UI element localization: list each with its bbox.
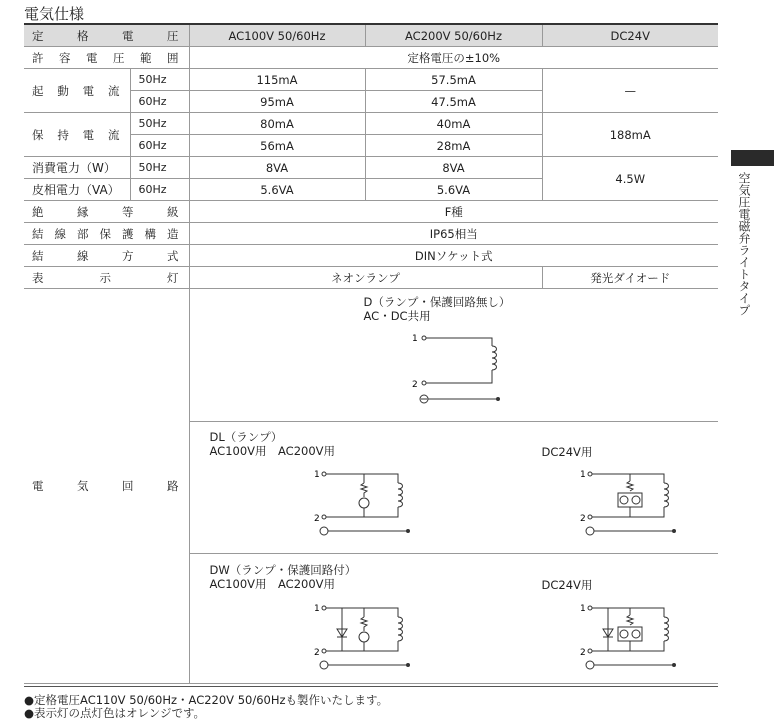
power-label-va: 皮相電力（VA） <box>24 179 130 201</box>
insulation-row <box>24 201 718 223</box>
circuit-dl-title <box>210 430 336 458</box>
holding-dc24: 188mA <box>542 113 718 157</box>
dl-ac-wire-top <box>326 474 398 483</box>
dl-dc-diode-icon <box>632 496 640 504</box>
holding-current-label: 保 持 電 流 <box>24 113 130 157</box>
circuit-dw-ac-diagram <box>312 601 422 673</box>
indicator-row <box>24 267 718 289</box>
starting-hz60: 60Hz <box>130 91 189 113</box>
note-lamp-color: ●表示灯の点灯色はオレンジです。 <box>24 706 206 720</box>
dl-ac-terminal-2: 2 <box>313 514 320 524</box>
dw-ac-resistor-icon <box>361 617 367 631</box>
dw-dc-ground-dot <box>672 663 676 667</box>
circuit-divider-1 <box>190 421 718 422</box>
protection-value: IP65相当 <box>189 223 718 245</box>
circuit-d-title <box>364 295 511 323</box>
dw-dc-diode-icon <box>632 630 640 638</box>
indicator-dc: 発光ダイオード <box>542 267 718 289</box>
header-dc24: DC24V <box>542 25 718 47</box>
dw-dc-wire-bottom <box>592 641 664 651</box>
dw-dc-wire-top <box>592 608 664 617</box>
d-terminal-1-node <box>422 336 426 340</box>
circuit-dl-dc-title: DC24V用 <box>541 445 593 459</box>
header-ac100: AC100V 50/60Hz <box>189 25 365 47</box>
indicator-ac: ネオンランプ <box>189 267 542 289</box>
dw-ac-wire-top <box>326 608 398 617</box>
dl-dc-coil-icon <box>664 483 669 507</box>
dw-dc-led-icon <box>620 630 628 638</box>
dw-ac-terminal-2: 2 <box>313 648 320 658</box>
circuit-dw-title-line2: AC100V用 AC200V用 <box>209 577 336 591</box>
indicator-label: 表 示 灯 <box>24 267 189 289</box>
dw-ac-ground-icon <box>320 661 328 669</box>
circuit-label: 電 気 回 路 <box>24 289 189 684</box>
insulation-value: F種 <box>189 201 718 223</box>
dw-ac-node-1 <box>322 606 326 610</box>
voltage-range-label: 許 容 電 圧 範 囲 <box>24 47 189 69</box>
circuit-row <box>24 289 718 684</box>
dl-ac-node-1 <box>322 472 326 476</box>
d-terminal-2-node <box>422 381 426 385</box>
power-label-w: 消費電力（W） <box>24 157 130 179</box>
circuit-dw-dc-title: DC24V用 <box>541 578 593 592</box>
insulation-label: 絶 縁 等 級 <box>24 201 189 223</box>
starting-ac100-50: 115mA <box>189 69 365 91</box>
dw-dc-led-box <box>618 627 642 641</box>
starting-dc24: — <box>542 69 718 113</box>
d-terminal-2: 2 <box>411 380 418 390</box>
holding-ac100-60: 56mA <box>189 135 365 157</box>
circuit-diagrams <box>189 289 718 684</box>
dw-ac-coil-icon <box>398 617 403 641</box>
header-row <box>24 25 718 47</box>
dw-dc-resistor-icon <box>627 615 633 625</box>
dw-dc-node-2 <box>588 649 592 653</box>
dl-dc-ground-dot <box>672 529 676 533</box>
table-bottom-rule <box>24 686 718 687</box>
power-hz60: 60Hz <box>130 179 189 201</box>
voltage-range-row <box>24 47 718 69</box>
voltage-range-value: 定格電圧の±10% <box>189 47 718 69</box>
power-ac200-60: 5.6VA <box>365 179 542 201</box>
circuit-dw-title-line1: DW（ランプ・保護回路付） <box>209 563 357 577</box>
holding-ac200-50: 40mA <box>365 113 542 135</box>
dw-dc-terminal-2: 2 <box>579 648 586 658</box>
side-section-label: 空気圧電磁弁ライトタイプ <box>737 172 751 316</box>
power-dc24: 4.5W <box>542 157 718 201</box>
spec-table <box>24 25 718 684</box>
dl-ac-ground-icon <box>320 527 328 535</box>
holding-ac100-50: 80mA <box>189 113 365 135</box>
dl-ac-resistor-icon <box>361 483 367 497</box>
header-rating-cell <box>24 25 189 47</box>
page-title: 電気仕様 <box>24 5 85 23</box>
side-tab-marker <box>731 150 774 166</box>
holding-hz60: 60Hz <box>130 135 189 157</box>
starting-hz50: 50Hz <box>130 69 189 91</box>
dw-ac-node-2 <box>322 649 326 653</box>
dw-dc-coil-icon <box>664 617 669 641</box>
d-wire-top <box>426 338 492 346</box>
dl-dc-wire-top <box>592 474 664 483</box>
dl-dc-node-1 <box>588 472 592 476</box>
starting-current-label: 起 動 電 流 <box>24 69 130 113</box>
dw-dc-node-1 <box>588 606 592 610</box>
circuit-dl-ac-diagram <box>312 467 422 539</box>
protection-label: 結 線 部 保 護 構 造 <box>24 223 189 245</box>
power-hz50: 50Hz <box>130 157 189 179</box>
header-rating-label: 定 格 電 圧 <box>32 28 179 43</box>
dl-ac-coil-icon <box>398 483 403 507</box>
dl-dc-led-icon <box>620 496 628 504</box>
dl-dc-node-2 <box>588 515 592 519</box>
circuit-dl-dc-diagram <box>578 467 688 539</box>
power-ac100-50: 8VA <box>189 157 365 179</box>
wiring-label: 結 線 方 式 <box>24 245 189 267</box>
dl-ac-neon-lamp-icon <box>359 498 369 508</box>
header-ac200: AC200V 50/60Hz <box>365 25 542 47</box>
starting-ac100-60: 95mA <box>189 91 365 113</box>
dl-ac-wire-bottom <box>326 507 398 517</box>
circuit-dw-dc-diagram <box>578 601 688 673</box>
d-ground-dot <box>496 397 500 401</box>
dl-ac-node-2 <box>322 515 326 519</box>
dl-dc-led-box <box>618 493 642 507</box>
dl-dc-wire-bottom <box>592 507 664 517</box>
circuit-dw-title <box>210 563 357 591</box>
power-ac100-60: 5.6VA <box>189 179 365 201</box>
dw-dc-ground-icon <box>586 661 594 669</box>
note-voltage: ●定格電圧AC110V 50/60Hz・AC220V 50/60Hzも製作いたします。 <box>24 693 389 707</box>
dl-dc-ground-icon <box>586 527 594 535</box>
circuit-d-title-line2: AC・DC共用 <box>363 309 431 323</box>
dw-ac-neon-lamp-icon <box>359 632 369 642</box>
wiring-value: DINソケット式 <box>189 245 718 267</box>
starting-ac200-60: 47.5mA <box>365 91 542 113</box>
dl-ac-terminal-1: 1 <box>313 470 320 480</box>
circuit-divider-2 <box>190 553 718 554</box>
dw-ac-ground-dot <box>406 663 410 667</box>
protection-row <box>24 223 718 245</box>
d-wire-bottom <box>426 370 492 383</box>
dl-dc-resistor-icon <box>627 481 633 491</box>
wiring-row <box>24 245 718 267</box>
dl-dc-terminal-2: 2 <box>579 514 586 524</box>
holding-ac200-60: 28mA <box>365 135 542 157</box>
dl-ac-ground-dot <box>406 529 410 533</box>
starting-current-row-50 <box>24 69 718 91</box>
holding-hz50: 50Hz <box>130 113 189 135</box>
dl-dc-terminal-1: 1 <box>579 470 586 480</box>
circuit-dl-title-line2: AC100V用 AC200V用 <box>209 444 336 458</box>
circuit-d-title-line1: D（ランプ・保護回路無し） <box>363 295 511 309</box>
holding-current-row-50 <box>24 113 718 135</box>
starting-ac200-50: 57.5mA <box>365 69 542 91</box>
dw-ac-wire-bottom <box>326 641 398 651</box>
circuit-d-diagram <box>410 331 510 411</box>
d-terminal-1: 1 <box>411 334 418 344</box>
dw-dc-terminal-1: 1 <box>579 604 586 614</box>
power-ac200-50: 8VA <box>365 157 542 179</box>
d-coil-icon <box>492 346 497 370</box>
dw-ac-terminal-1: 1 <box>313 604 320 614</box>
circuit-dl-title-line1: DL（ランプ） <box>209 430 283 444</box>
power-row-50 <box>24 157 718 179</box>
